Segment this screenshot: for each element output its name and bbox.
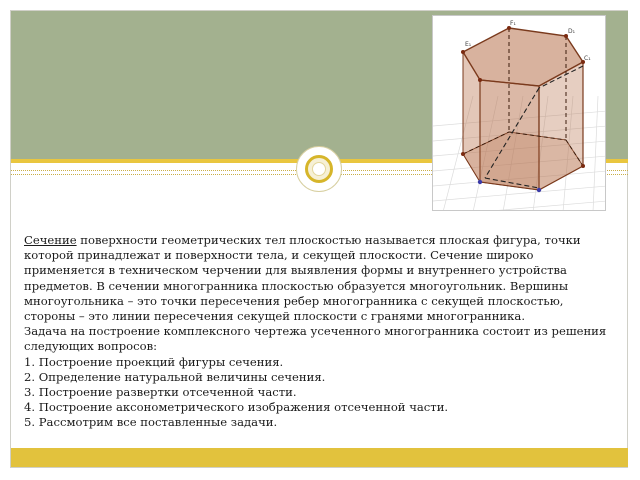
- label-f1: F₁: [510, 20, 516, 27]
- prism-diagram: [433, 16, 606, 211]
- footer-band: [11, 448, 628, 467]
- label-c1: C₁: [584, 55, 591, 62]
- prism-section-figure: [432, 15, 606, 211]
- label-e1: E₁: [465, 41, 472, 48]
- task-paragraph: Задача на построение комплексного чертежа усеченного многогранника состоит из решения следующих вопросов:: [24, 324, 607, 354]
- body-text: [24, 233, 616, 431]
- ring-icon: [305, 155, 333, 183]
- step-item: 2. Определение натуральной величины сечения.: [24, 369, 326, 384]
- step-item: 1. Построение проекций фигуры сечения.: [24, 354, 284, 369]
- intro-paragraph: [24, 233, 616, 324]
- term-link: Сечение: [24, 233, 77, 247]
- definition-text: поверхности геометрических тел плоскостью называется плоская фигура, точки которой принадлежат и поверхности тела, и секущей плоскости. Сечение широко применяется в техническом черчении для выявления формы и внутреннего устройства предметов. В сечении многогранника плоскостью образуется многоугольник. Вершины многоугольника – это точки пересечения ребер многогранника с секущей плоскостью, стороны – это линии пересечения секущей плоскости с гранями многогранника.: [24, 233, 581, 324]
- step-item: 5. Рассмотрим все поставленные задачи.: [24, 415, 278, 430]
- step-item: 3. Построение развертки отсеченной части.: [24, 385, 297, 400]
- step-item: 4. Построение аксонометрического изображения отсеченной части.: [24, 400, 449, 415]
- label-d1: D₁: [568, 28, 576, 35]
- circle-ornament-icon: [296, 146, 342, 192]
